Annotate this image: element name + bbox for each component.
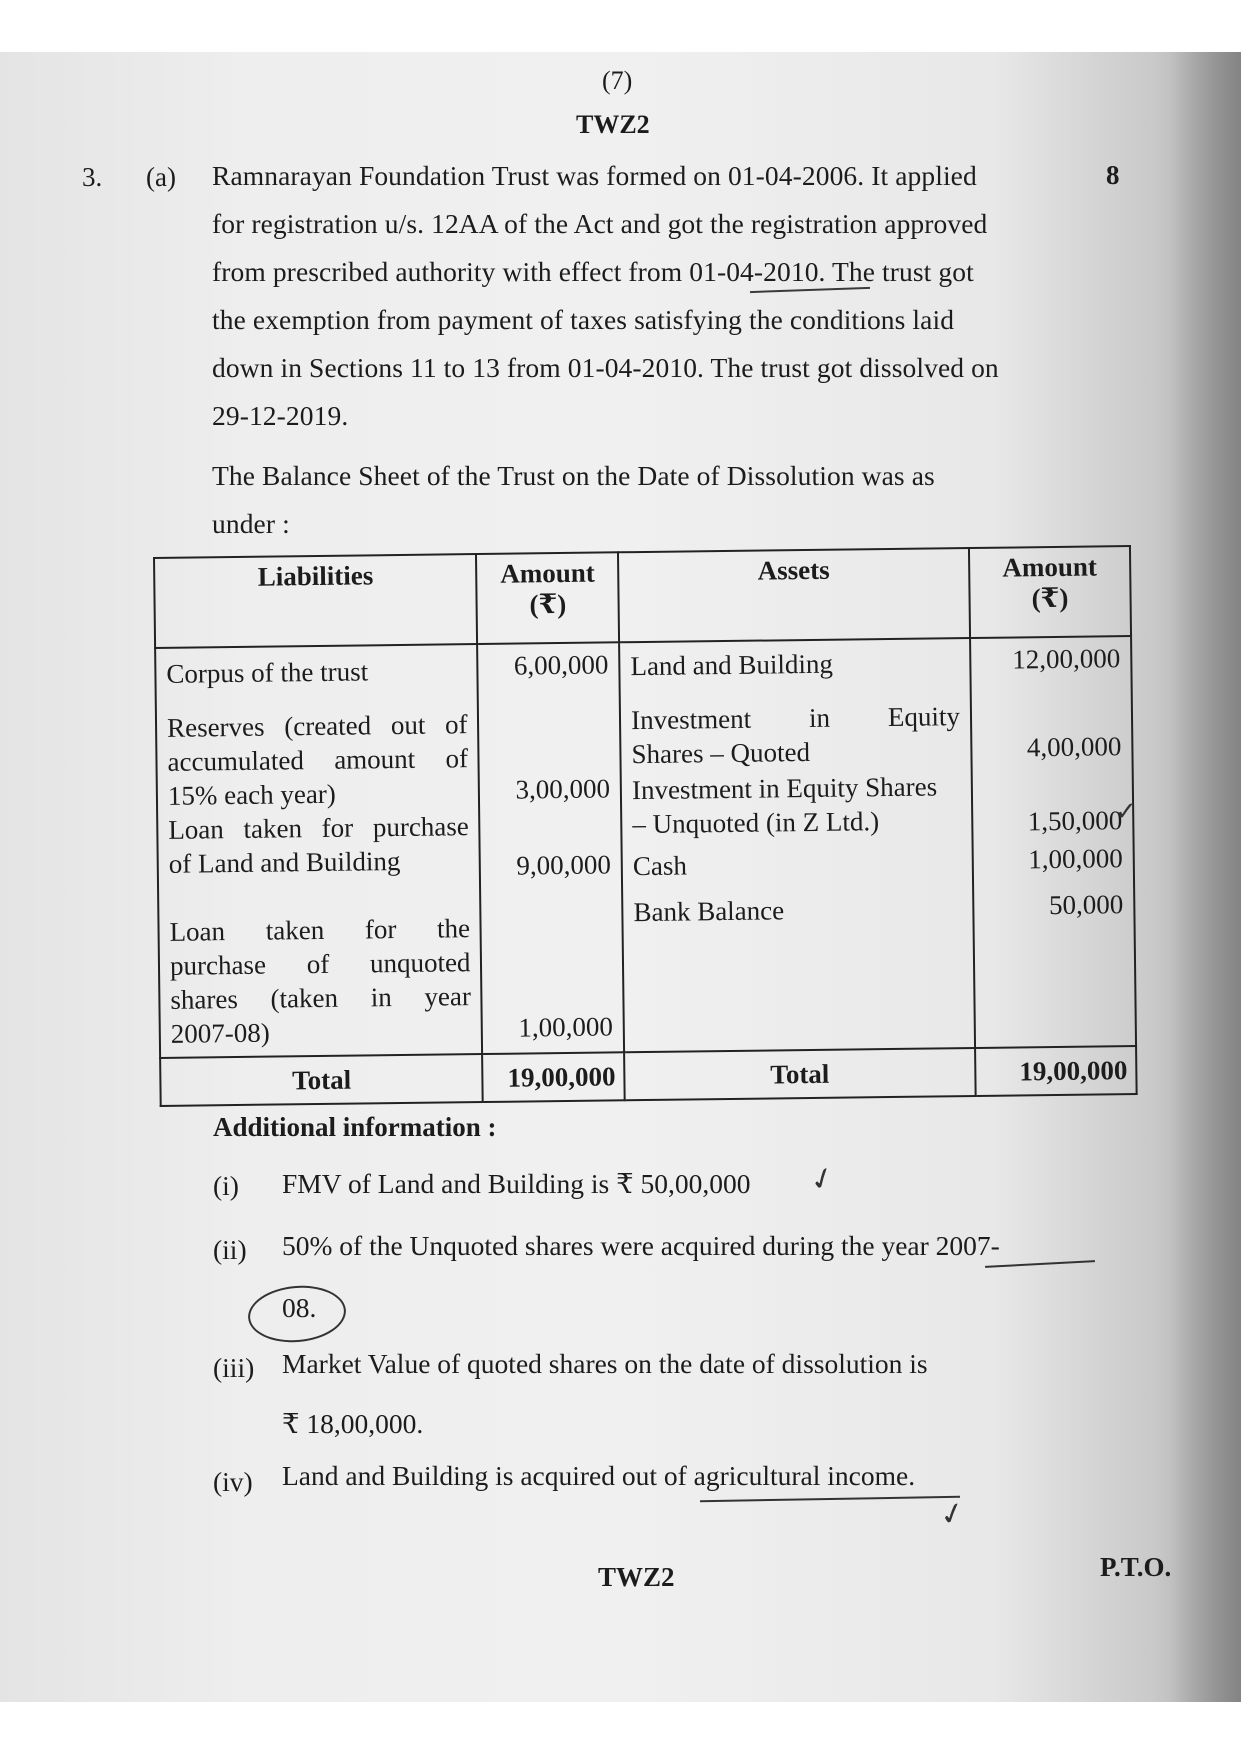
- total-label-liabilities: Total: [160, 1054, 483, 1106]
- checkmark-icon: ✓: [935, 1494, 970, 1535]
- item-text-continued: 08.: [282, 1292, 317, 1323]
- handwritten-underline: [700, 1496, 960, 1503]
- handwritten-circle: [246, 1282, 349, 1346]
- amount-quoted: 4,00,000: [1026, 731, 1122, 763]
- page-number: (7): [602, 66, 633, 95]
- amount-unquoted: 1,50,000: [1027, 805, 1123, 837]
- handwritten-underline: [985, 1260, 1095, 1268]
- additional-info-heading: Additional information :: [213, 1112, 497, 1142]
- table-header-row: [154, 546, 1131, 648]
- exam-page-photo: [0, 52, 1241, 1702]
- amount-loan-land: 9,00,000: [516, 849, 612, 881]
- question-line: the exemption from payment of taxes satisfying the conditions laid: [212, 304, 955, 335]
- item-number: (i): [213, 1170, 239, 1201]
- balance-sheet-intro: The Balance Sheet of the Trust on the Date of Dissolution was as: [212, 460, 935, 491]
- asset-quoted-shares: Investment in Equity Shares – Quoted: [630, 701, 961, 770]
- item-number: (iii): [213, 1352, 255, 1383]
- question-marks: 8: [1106, 160, 1120, 190]
- amount-loan-shares: 1,00,000: [518, 1011, 614, 1043]
- question-line: from prescribed authority with effect from 01-04-2010. The trust got: [212, 256, 974, 287]
- page-shadow-edge: [1171, 52, 1241, 1702]
- total-assets: 19,00,000: [975, 1046, 1137, 1096]
- item-text: 50% of the Unquoted shares were acquired during the year 2007-: [282, 1230, 1000, 1261]
- asset-amounts-cell: [970, 636, 1136, 1048]
- liability-reserves: Reserves (created out of accumulated amount of 15% each year): [166, 709, 469, 811]
- liability-amounts-cell: [478, 642, 625, 1054]
- item-number: (iv): [213, 1466, 253, 1497]
- paper-code-bottom: TWZ2: [598, 1562, 675, 1592]
- total-label-assets: Total: [624, 1048, 975, 1100]
- asset-bank: Bank Balance: [633, 895, 785, 928]
- table-body-row: [155, 636, 1136, 1058]
- balance-sheet-table: [153, 545, 1138, 1107]
- assets-cell: [619, 638, 975, 1052]
- checkmark-icon: ✓: [804, 1158, 841, 1201]
- liability-corpus: Corpus of the trust: [166, 656, 369, 689]
- question-line: Ramnarayan Foundation Trust was formed on 01-04-2006. It applied: [212, 160, 977, 191]
- liability-loan-shares: Loan taken for the purchase of unquoted shares (taken in year 2007-08): [169, 913, 472, 1049]
- question-line: 29-12-2019.: [212, 400, 349, 431]
- total-liabilities: 19,00,000: [483, 1052, 625, 1102]
- header-liabilities: Liabilities: [154, 554, 478, 648]
- question-part: (a): [146, 162, 176, 192]
- item-text: Market Value of quoted shares on the date of dissolution is: [282, 1348, 928, 1379]
- item-number: (ii): [213, 1234, 247, 1265]
- paper-code-top: TWZ2: [576, 110, 650, 139]
- question-number: 3.: [82, 162, 103, 192]
- amount-cash: 1,00,000: [1028, 843, 1123, 875]
- header-amount-liabilities: Amount (₹): [476, 552, 619, 644]
- item-text: Land and Building is acquired out of agricultural income.: [282, 1460, 916, 1491]
- header-amount-assets: Amount (₹): [969, 546, 1131, 638]
- asset-land: Land and Building: [630, 648, 834, 682]
- amount-corpus: 6,00,000: [513, 649, 609, 681]
- amount-bank: 50,000: [1048, 889, 1124, 921]
- amount-land: 12,00,000: [1012, 643, 1121, 675]
- liability-loan-land: Loan taken for purchase of Land and Building: [168, 811, 469, 879]
- asset-unquoted-shares: Investment in Equity Shares – Unquoted (in Z Ltd.): [631, 771, 938, 840]
- balance-sheet-intro: under :: [212, 508, 290, 539]
- liabilities-cell: [155, 644, 482, 1058]
- checkmark-icon: ✓: [1115, 797, 1137, 827]
- item-text-continued: ₹ 18,00,000.: [282, 1408, 424, 1439]
- asset-cash: Cash: [632, 850, 688, 882]
- item-text: FMV of Land and Building is ₹ 50,00,000: [282, 1168, 751, 1199]
- question-line: for registration u/s. 12AA of the Act and got the registration approved: [212, 208, 988, 239]
- header-assets: Assets: [618, 548, 970, 642]
- pto-label: P.T.O.: [1100, 1552, 1172, 1582]
- amount-reserves: 3,00,000: [515, 773, 611, 805]
- question-line: down in Sections 11 to 13 from 01-04-2010. The trust got dissolved on: [212, 352, 999, 383]
